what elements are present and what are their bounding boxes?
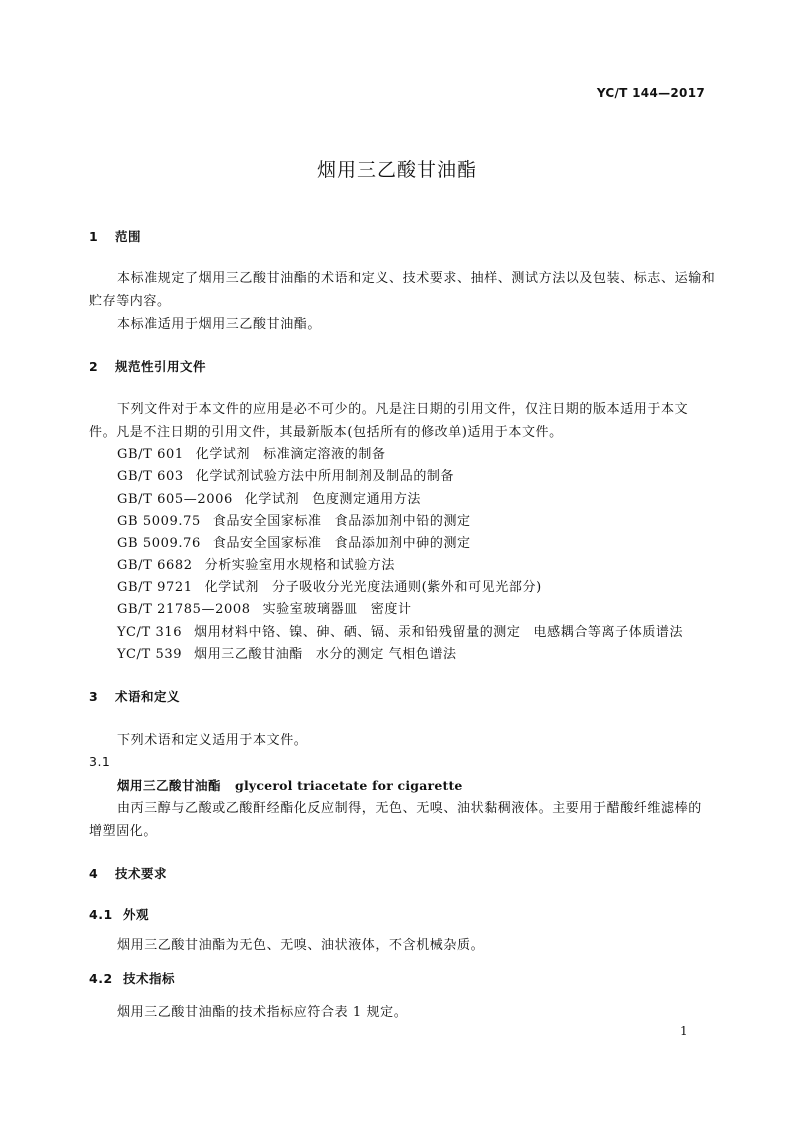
reference-subtitle: 食品添加剂中铅的测定 [334,514,471,529]
reference-code: GB/T 21785—2008 [117,602,251,617]
reference-name: 食品安全国家标准 [212,514,322,529]
document-title: 烟用三乙酸甘油酯 [316,159,477,181]
reference-item [117,554,395,573]
reference-code: GB/T 601 [117,447,184,462]
term-chinese: 烟用三乙酸甘油酯 [117,778,222,793]
page-number: 1 [680,1024,688,1038]
paragraph: 本标准适用于烟用三乙酸甘油酯。 [117,317,322,332]
reference-item [117,443,386,462]
reference-name: 分析实验室用水规格和试验方法 [204,558,396,573]
reference-code: GB 5009.75 [117,514,201,529]
term-number: 3.1 [89,754,111,769]
reference-subtitle: 电感耦合等离子体质谱法 [533,625,684,640]
reference-subtitle: 水分的测定 气相色谱法 [315,647,457,662]
section-2-heading [89,357,206,375]
reference-name: 化学试剂 [244,492,300,507]
paragraph: 下列文件对于本文件的应用是必不可少的。凡是注日期的引用文件，仅注日期的版本适用于本文 [117,402,689,417]
paragraph: 烟用三乙酸甘油酯的技术指标应符合表 1 规定。 [117,1005,408,1020]
reference-code: YC/T 539 [117,647,183,662]
reference-name: 化学试剂 [204,580,260,595]
reference-item [117,598,412,617]
term-english: glycerol triacetate for cigarette [235,778,463,793]
reference-item [117,576,542,595]
reference-subtitle: 标准滴定溶液的制备 [263,447,386,462]
subsection-number: 4.2 [89,971,113,986]
term-definition: 增塑固化。 [89,824,158,839]
reference-name: 化学试剂试验方法中所用制剂及制品的制备 [195,469,455,484]
section-number: 3 [89,689,99,704]
reference-name: 烟用材料中铬、镍、砷、硒、镉、汞和铅残留量的测定 [194,625,521,640]
paragraph: 本标准规定了烟用三乙酸甘油酯的术语和定义、技术要求、抽样、测试方法以及包装、标志、运输和 [117,271,716,286]
reference-code: GB/T 9721 [117,580,193,595]
term-heading [117,776,463,794]
section-number: 4 [89,866,99,881]
subsection-4-1-heading [89,905,149,923]
reference-code: GB/T 6682 [117,558,193,573]
paragraph: 贮存等内容。 [89,294,171,309]
paragraph: 烟用三乙酸甘油酯为无色、无嗅、油状液体，不含机械杂质。 [117,938,485,953]
reference-name: 烟用三乙酸甘油酯 [194,647,303,662]
reference-code: GB 5009.76 [117,536,201,551]
reference-code: GB/T 603 [117,469,184,484]
document-code: YC/T 144—2017 [596,86,705,100]
reference-subtitle: 分子吸收分光光度法通则(紫外和可见光部分) [272,580,542,595]
reference-subtitle: 食品添加剂中砷的测定 [334,536,471,551]
section-title: 规范性引用文件 [115,359,207,374]
subsection-number: 4.1 [89,907,113,922]
section-number: 2 [89,359,99,374]
reference-item [117,488,421,507]
term-definition: 由丙三醇与乙酸或乙酸酐经酯化反应制得，无色、无嗅、油状黏稠液体。主要用于醋酸纤维滤棒的 [117,801,702,816]
section-title: 术语和定义 [115,689,181,704]
reference-item [117,532,471,551]
paragraph: 下列术语和定义适用于本文件。 [117,733,308,748]
section-4-heading [89,864,167,882]
section-number: 1 [89,229,99,244]
subsection-4-2-heading [89,969,175,987]
reference-code: YC/T 316 [117,625,183,640]
reference-name: 化学试剂 [195,447,251,462]
reference-name: 食品安全国家标准 [212,536,322,551]
reference-name: 实验室玻璃器皿 [262,602,358,617]
paragraph: 件。凡是不注日期的引用文件，其最新版本(包括所有的修改单)适用于本文件。 [89,425,563,440]
reference-subtitle: 密度计 [370,602,412,617]
reference-item [117,643,457,662]
subsection-title: 外观 [123,907,150,922]
section-3-heading [89,687,180,705]
subsection-title: 技术指标 [123,971,176,986]
section-title: 范围 [115,229,142,244]
reference-item [117,465,454,484]
reference-code: GB/T 605—2006 [117,492,233,507]
reference-item [117,621,683,640]
section-1-heading [89,227,141,245]
reference-item [117,510,471,529]
section-title: 技术要求 [115,866,168,881]
reference-subtitle: 色度测定通用方法 [312,492,422,507]
